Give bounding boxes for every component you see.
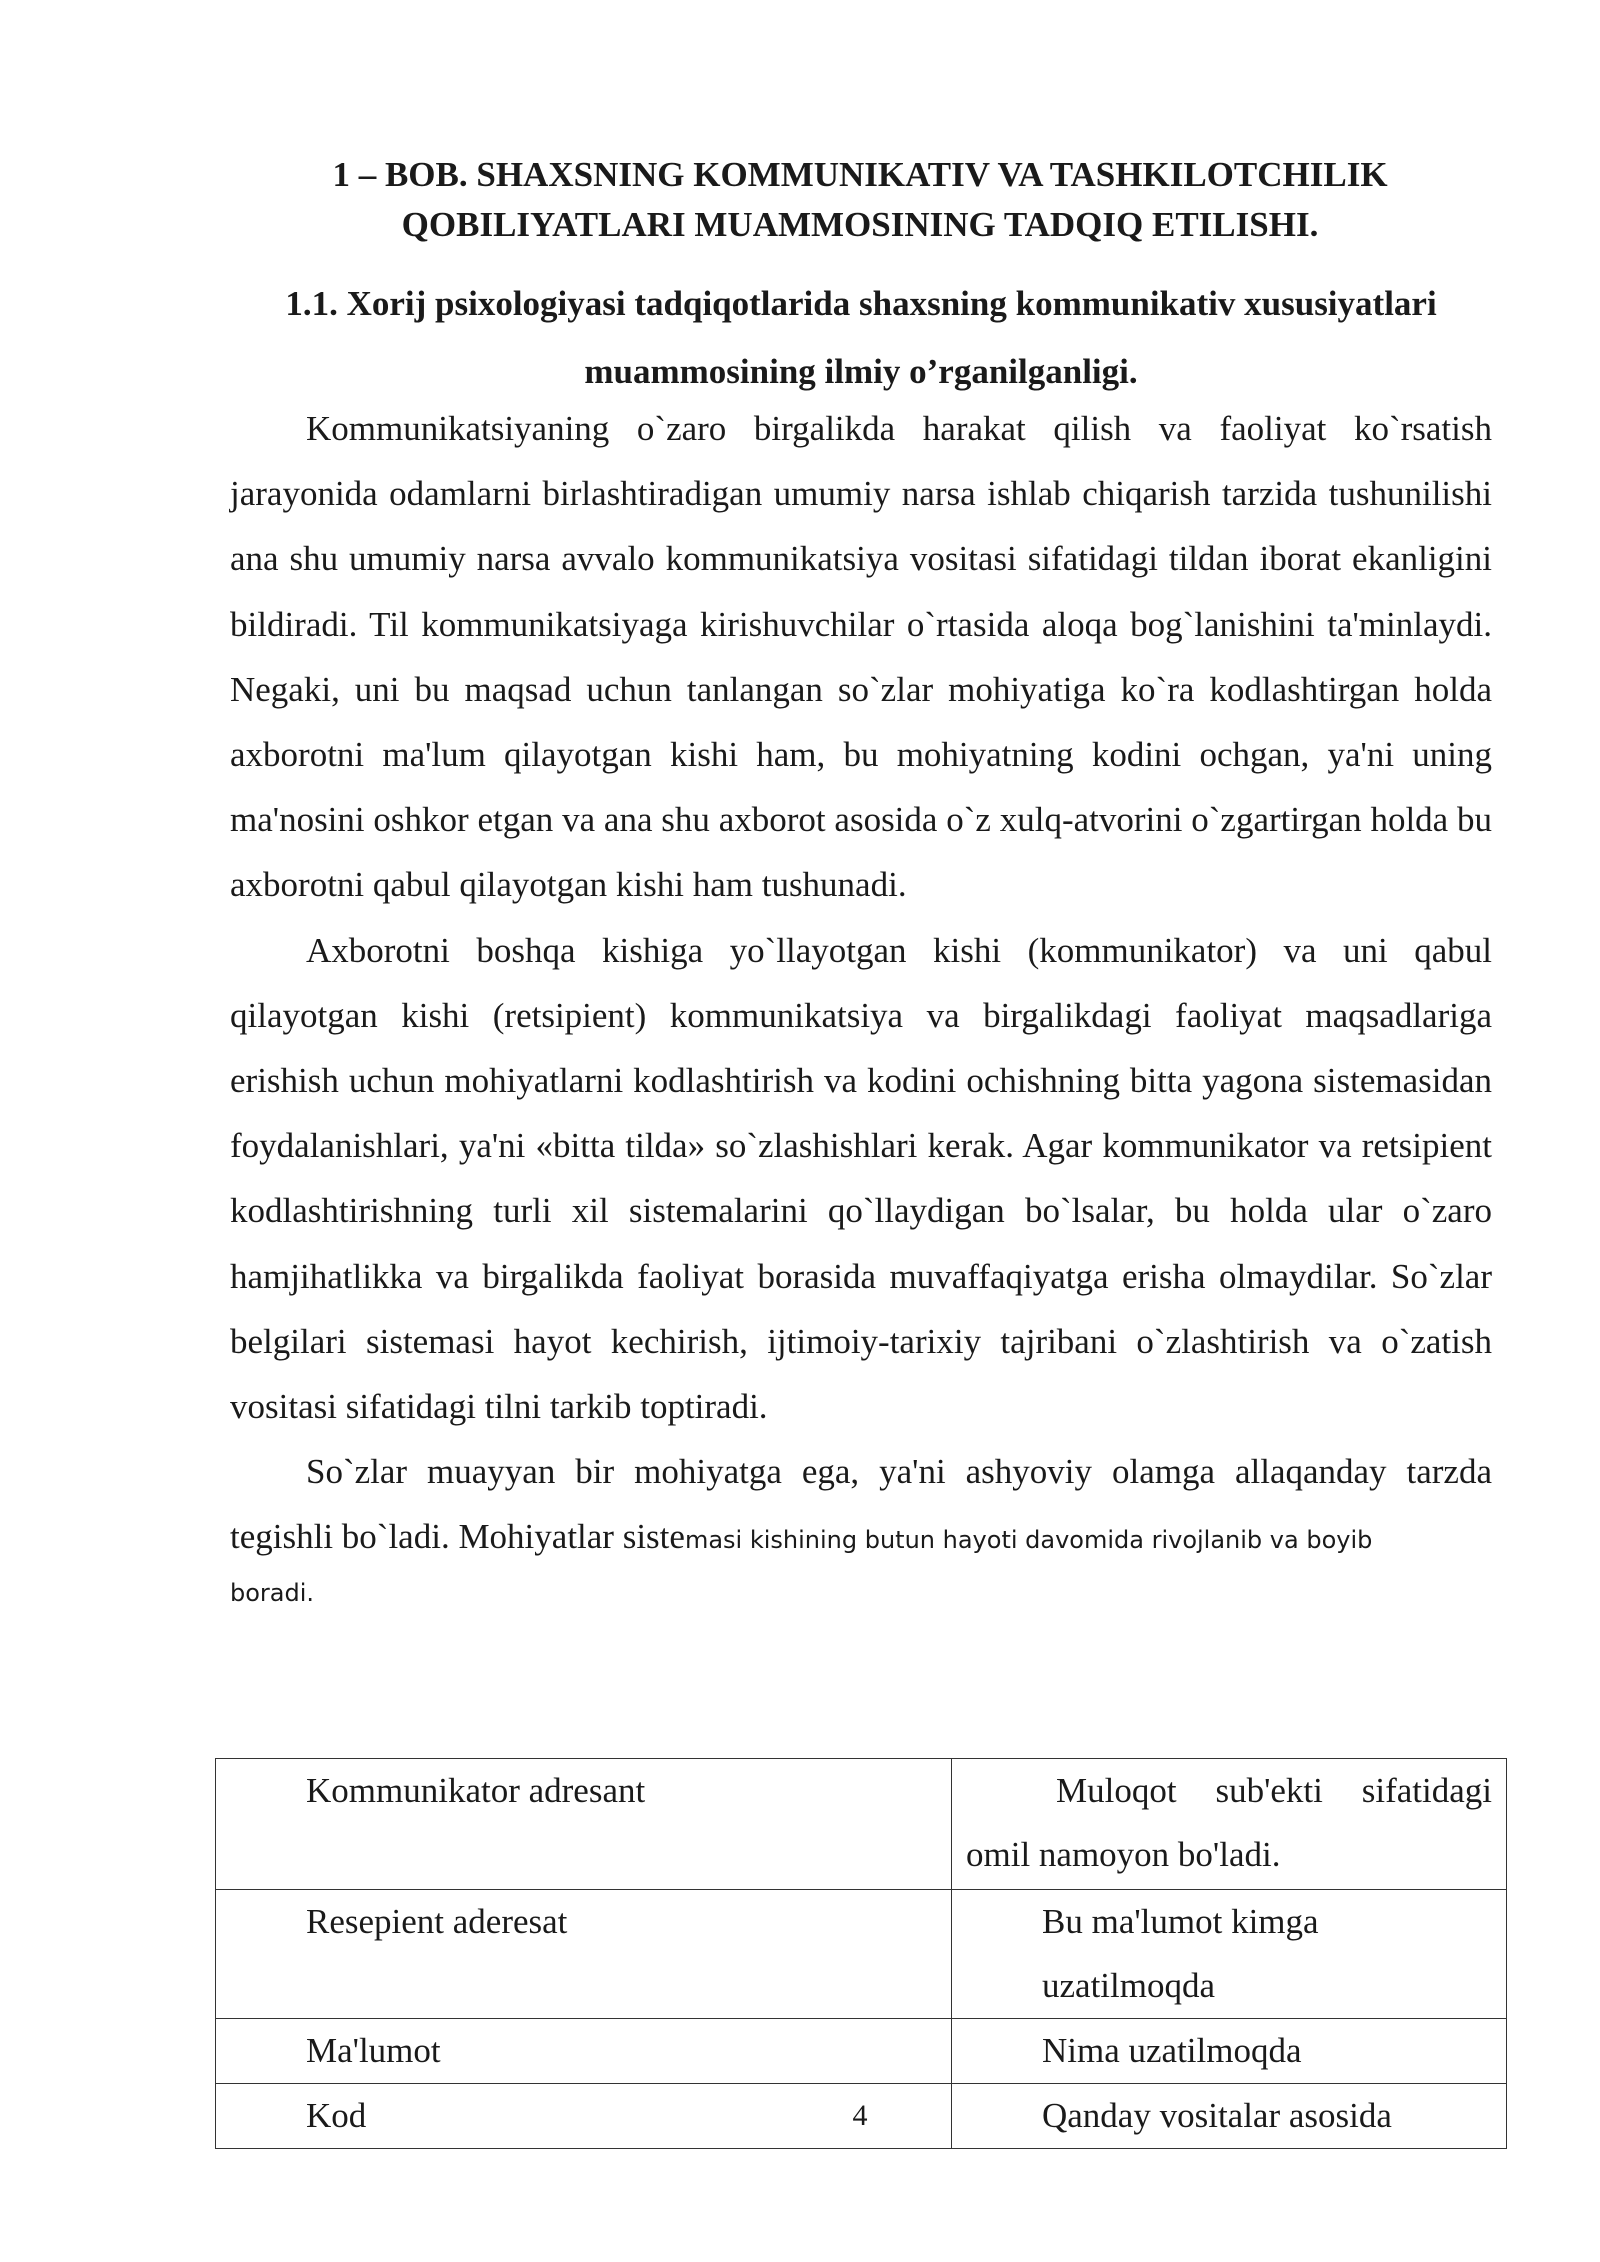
table-cell-desc-text: Muloqot sub'ekti sifatidagi omil namoyon bo'ladi. (966, 1771, 1492, 1874)
body-text (230, 396, 1492, 1609)
paragraph-2: Axborotni boshqa kishiga yo`llayotgan kishi (kommunikator) va uni qabul qilayotgan kishi (retsipient) kommunikatsiya va birgalikdagi faoliyat maqsadlariga erishish uchun mohiyatlarni kodlashtirish va kodini ochishning bitta yagona sistemasidan foydalanishlari, ya'ni «bitta tilda» so`zlashishlari kerak. Agar kommunikator va retsipient kodlashtirishning turli xil sistemalarini qo`llaydigan bo`lsalar, bu holda ular o`zaro hamjihatlikka va birgalikda faoliyat borasida muvaffaqiyatga erisha olmaydilar. So`zlar belgilari sistemasi hayot kechirish, ijtimoiy-tarixiy tajribani o`zlashtirish va o`zatish vositasi sifatidagi tilni tarkib toptiradi. (230, 930, 1492, 1427)
section-title (230, 270, 1492, 406)
table-cell-desc: Nima uzatilmoqda (952, 2019, 1507, 2084)
paragraph-3-small: masi kishining butun hayoti davomida rivojlanib va boyib (684, 1526, 1373, 1555)
section-title-line-1: 1.1. Xorij psixologiyasi tadqiqotlarida shaxsning kommunikativ xususiyatlari (285, 284, 1437, 323)
table-cell-term: Kommunikator adresant (216, 1759, 952, 1890)
section-title-line-2: muammosining ilmiy o’rganilganligi. (584, 352, 1138, 391)
table-cell-term: Resepient aderesat (216, 1890, 952, 2019)
page-number: 4 (852, 2099, 868, 2132)
chapter-title-line-2: QOBILIYATLARI MUAMMOSINING TADQIQ ETILISHI. (401, 205, 1319, 244)
table-row (216, 1890, 1507, 2019)
table-cell-term: Kod (216, 2084, 952, 2149)
communication-table (215, 1758, 1507, 2149)
table-cell-desc: Qanday vositalar asosida (952, 2084, 1507, 2149)
table-row (216, 2019, 1507, 2084)
paragraph-3 (230, 1439, 1492, 1609)
table-row (216, 1759, 1507, 1890)
paragraph-3-tail: boradi. (230, 1579, 315, 1608)
paragraph-3-main: So`zlar muayyan bir mohiyatga ega, ya'ni ashyoviy olamga allaqanday tarzda tegishli bo`ladi. Mohiyatlar siste (230, 1452, 1492, 1557)
table-cell-term: Ma'lumot (216, 2019, 952, 2084)
chapter-title (230, 150, 1490, 250)
table-cell-desc: Bu ma'lumot kimga uzatilmoqda (952, 1890, 1507, 2019)
paragraph-1: Kommunikatsiyaning o`zaro birgalikda harakat qilish va faoliyat ko`rsatish jarayonida odamlarni birlashtiradigan umumiy narsa ishlab chiqarish tarzida tushunilishi ana shu umumiy narsa avvalo kommunikatsiya vositasi sifatidagi tildan iborat ekanligini bildiradi. Til kommunikatsiyaga kirishuvchilar o`rtasida aloqa bog`lanishini ta'minlaydi. Negaki, uni bu maqsad uchun tanlangan so`zlar mohiyatiga ko`ra kodlashtirgan holda axborotni ma'lum qilayotgan kishi ham, bu mohiyatning kodini ochgan, ya'ni uning ma'nosini oshkor etgan va ana shu axborot asosida o`z xulq-atvorini o`zgartirgan holda bu axborotni qabul qilayotgan kishi ham tushunadi. (230, 409, 1492, 905)
table-cell-desc (952, 1759, 1507, 1890)
chapter-title-line-1: 1 – BOB. SHAXSNING KOMMUNIKATIV VA TASHKILOTCHILIK (332, 155, 1388, 194)
